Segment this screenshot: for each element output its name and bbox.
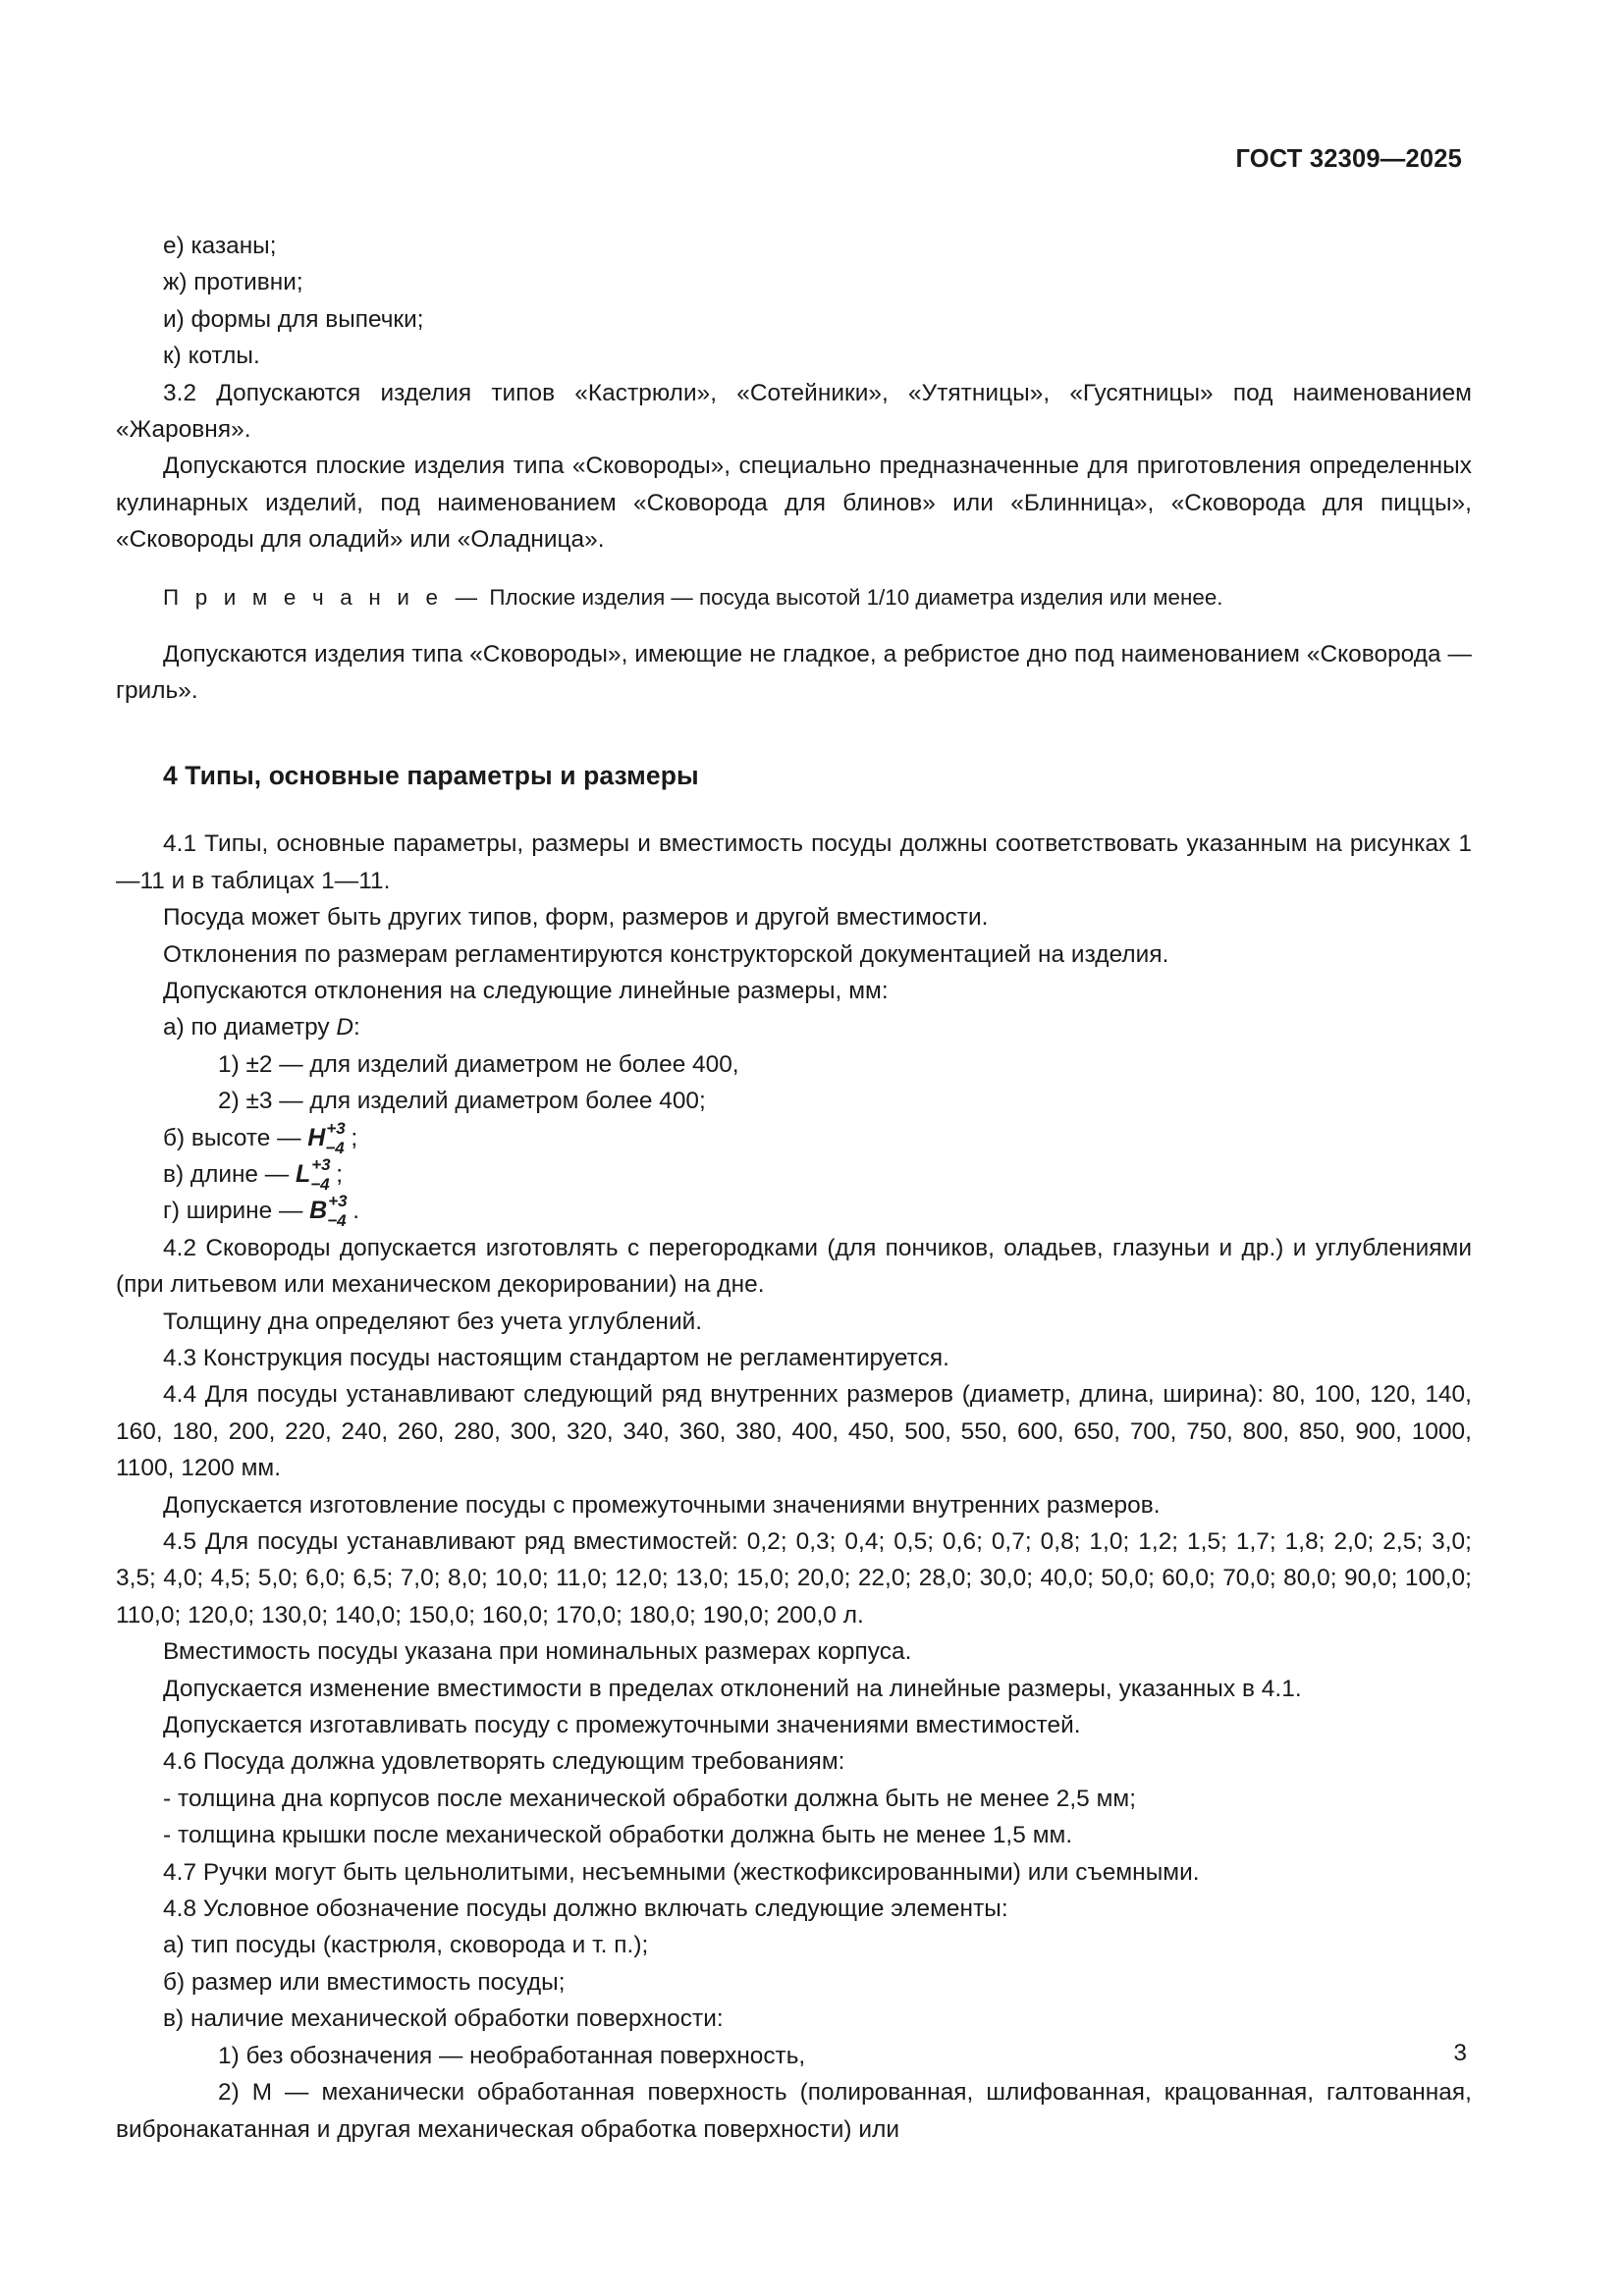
clause-4-5-line3: Допускается изменение вместимости в пределах отклонений на линейные размеры, указанных в 4.1. — [163, 1675, 1302, 1702]
item-v-prefix: в) длине — — [163, 1160, 296, 1188]
clause-4-8-intro: 4.8 Условное обозначение посуды должно включать следующие элементы: — [163, 1896, 1008, 1923]
formula-base-b: B — [309, 1197, 328, 1225]
clause-4-1-item-a-1: 1) ±2 — для изделий диаметром не более 400, — [218, 1050, 739, 1078]
clause-4-7: 4.7 Ручки могут быть цельнолитыми, несъемными (жесткофиксированными) или съемными. — [163, 1858, 1200, 1886]
clause-4-8-item-b: б) размер или вместимость посуды; — [163, 1968, 566, 1996]
clause-4-4-note: Допускается изготовление посуды с промежуточными значениями внутренних размеров. — [163, 1491, 1161, 1519]
section-heading-4: 4 Типы, основные параметры и размеры — [163, 760, 699, 790]
list-item: ж) противни; — [163, 269, 303, 296]
clause-4-1-item-v — [116, 1156, 1472, 1193]
clause-4-4: 4.4 Для посуды устанавливают следующий ряд внутренних размеров (диаметр, длина, ширина): 80, 100, 120, 140, 160, 180, 200, 220, 240, 260, 280, 300, 320, 340, 360, 380, 400, 450, 500, 550, 600, 650, 700, 750, 800, 850, 900, 1000, 1100, 1200 мм. — [116, 1381, 1472, 1482]
item-g-suffix: . — [352, 1198, 359, 1225]
formula-sup: +3 — [311, 1154, 331, 1174]
running-header: ГОСТ 32309—2025 — [1235, 145, 1462, 173]
item-g-prefix: г) ширине — — [163, 1198, 310, 1225]
note-dash: — — [443, 584, 490, 610]
clause-4-2-line2: Толщину дна определяют без учета углублений. — [163, 1308, 703, 1335]
item-a-suffix: : — [353, 1014, 360, 1041]
formula-sub: −4 — [327, 1211, 347, 1231]
page-number: 3 — [1453, 2040, 1467, 2066]
clause-4-1-line3: Отклонения по размерам регламентируются конструкторской документацией на изделия. — [163, 940, 1169, 968]
item-v-suffix: ; — [336, 1160, 343, 1188]
formula-sup: +3 — [326, 1118, 346, 1138]
clause-4-6-bullet-1: - толщина дна корпусов после механической обработки должна быть не менее 2,5 мм; — [163, 1785, 1137, 1812]
formula-sub: −4 — [310, 1174, 330, 1194]
paragraph-flat-products: Допускаются плоские изделия типа «Сковороды», специально предназначенные для приготовления определенных кулинарных изделий, под наименованием «Сковорода для блинов» или «Блинница», «Сковорода для пиццы», «Сковороды для оладий» или «Оладница». — [116, 453, 1472, 554]
formula-sup: +3 — [328, 1192, 348, 1211]
spacer — [116, 615, 1472, 636]
clause-4-6-intro: 4.6 Посуда должна удовлетворять следующим требованиям: — [163, 1748, 845, 1776]
clause-4-5-line2: Вместимость посуды указана при номинальных размерах корпуса. — [163, 1638, 912, 1666]
clause-4-1-line1: 4.1 Типы, основные параметры, размеры и вместимость посуды должны соответствовать указанным на рисунках 1—11 и в таблицах 1—11. — [116, 830, 1472, 894]
clause-4-5-line4: Допускается изготавливать посуду с промежуточными значениями вместимостей. — [163, 1712, 1081, 1739]
item-b-prefix: б) высоте — — [163, 1124, 308, 1151]
clause-4-8-item-v: в) наличие механической обработки поверхности: — [163, 2005, 724, 2033]
formula-base-l: L — [295, 1159, 311, 1188]
list-item: к) котлы. — [163, 343, 260, 370]
variable-d: D — [336, 1014, 354, 1041]
clause-4-8-item-a: а) тип посуды (кастрюля, сковорода и т. п.); — [163, 1932, 649, 1959]
clause-4-6-bullet-2: - толщина крышки после механической обработки должна быть не менее 1,5 мм. — [163, 1822, 1073, 1849]
clause-4-3: 4.3 Конструкция посуды настоящим стандартом не регламентируется. — [163, 1344, 949, 1371]
width-tolerance-formula — [309, 1193, 352, 1229]
list-item: и) формы для выпечки; — [163, 305, 424, 333]
clause-4-1-item-b — [116, 1120, 1472, 1156]
item-b-suffix: ; — [351, 1124, 358, 1151]
note-label: П р и м е ч а н и е — [163, 584, 444, 610]
clause-4-1-item-a-2: 2) ±3 — для изделий диаметром более 400; — [218, 1088, 706, 1115]
formula-sub: −4 — [325, 1138, 345, 1157]
note-primechanie — [116, 579, 1472, 615]
formula-base-h: H — [307, 1123, 326, 1151]
text-column — [116, 228, 1472, 2148]
clause-4-1-item-a — [116, 1009, 1472, 1045]
clause-4-2-line1: 4.2 Сковороды допускается изготовлять с перегородками (для пончиков, оладьев, глазуньи и др.) и углублениями (при литьевом или механическом декорировании) на дне. — [116, 1234, 1472, 1299]
list-item: е) казаны; — [163, 233, 277, 259]
length-tolerance-formula — [296, 1156, 336, 1193]
paragraph-grill: Допускаются изделия типа «Сковороды», имеющие не гладкое, а ребристое дно под наименованием «Сковорода — гриль». — [116, 641, 1472, 705]
spacer — [116, 794, 1472, 826]
clause-4-5: 4.5 Для посуды устанавливают ряд вместимостей: 0,2; 0,3; 0,4; 0,5; 0,6; 0,7; 0,8; 1,0; 1,2; 1,5; 1,7; 1,8; 2,0; 2,5; 3,0; 3,5; 4,0; 4,5; 5,0; 6,0; 6,5; 7,0; 8,0; 10,0; 11,0; 12,0; 13,0; 15,0; 20,0; 22,0; 28,0; 30,0; 40,0; 50,0; 60,0; 70,0; 80,0; 90,0; 100,0; 110,0; 120,0; 130,0; 140,0; 150,0; 160,0; 170,0; 180,0; 190,0; 200,0 л. — [116, 1528, 1472, 1629]
clause-4-1-line4: Допускаются отклонения на следующие линейные размеры, мм: — [163, 977, 889, 1004]
spacer — [116, 559, 1472, 579]
clause-4-8-item-v-1: 1) без обозначения — необработанная поверхность, — [218, 2042, 806, 2069]
clause-4-1-item-g — [116, 1193, 1472, 1229]
clause-3-2: 3.2 Допускаются изделия типов «Кастрюли», «Сотейники», «Утятницы», «Гусятницы» под наименованием «Жаровня». — [116, 379, 1472, 444]
clause-4-8-item-v-2: 2) М — механически обработанная поверхность (полированная, шлифованная, крацованная, галтованная, вибронакатанная и другая механическая обработка поверхности) или — [116, 2079, 1472, 2143]
spacer — [116, 710, 1472, 758]
clause-4-1-line2: Посуда может быть других типов, форм, размеров и другой вместимости. — [163, 904, 989, 932]
item-a-prefix: а) по диаметру — [163, 1014, 337, 1041]
note-text: Плоские изделия — посуда высотой 1/10 диаметра изделия или менее. — [489, 584, 1223, 610]
height-tolerance-formula — [307, 1120, 351, 1156]
